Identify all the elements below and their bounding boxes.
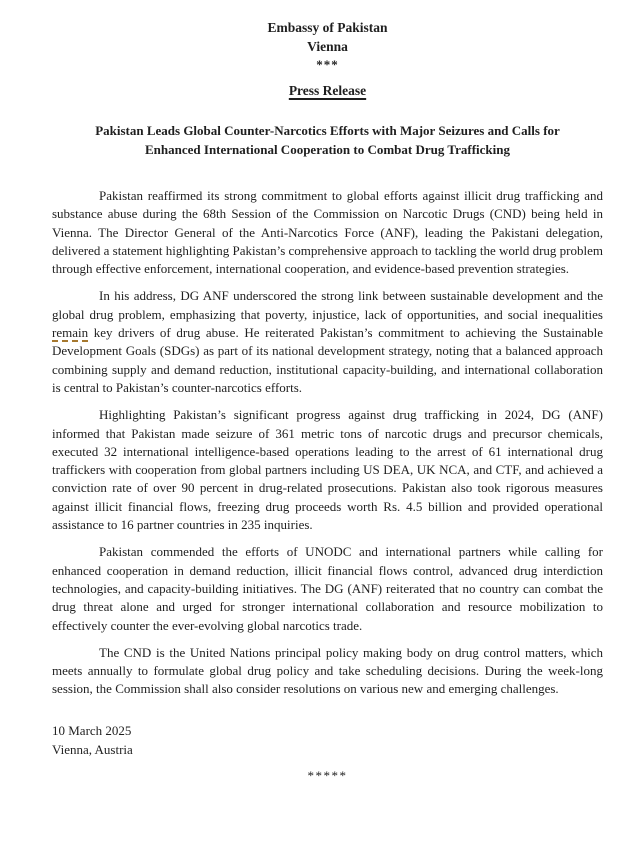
spellcheck-marked-word: remain: [52, 325, 89, 341]
paragraph-3: Highlighting Pakistan’s significant progress against drug trafficking in 2024, DG (ANF) informed that Pakistan made seizure of 361 metric tons of narcotic drugs and precursor chemicals, executed 32 international intelligence-based operations leading to the arrest of 61 international drug traffickers with cooperation from global partners including US DEA, UK NCA, and CTF, and achieved a conviction rate of over 90 percent in drug-related prosecutions. Pakistan also took rigorous measures against illicit financial flows, freezing drug proceeds worth Rs. 4.5 billion and provided operational assistance to 16 partner countries in 235 inquiries.: [52, 407, 603, 533]
document-header: [52, 18, 603, 100]
title-line-2: Enhanced International Cooperation to Combat Drug Trafficking: [145, 141, 510, 157]
header-asterisk-separator: ***: [316, 57, 339, 72]
paragraph-2-text-after: key drivers of drug abuse. He reiterated Pakistan’s commitment to achieving the Sustainable Development Goals (SDGs) as part of its national development strategy, noting that a balanced approach combining supply and demand reduction, institutional capacity-building, and international collaboration is central to Pakistan’s counter-narcotics efforts.: [52, 325, 603, 395]
end-asterisk-separator: *****: [307, 767, 348, 783]
paragraph-5: The CND is the United Nations principal policy making body on drug control matters, which meets annually to formulate global drug policy and take scheduling decisions. During the week-long session, the Commission shall also consider resolutions on various new and emerging challenges.: [52, 644, 603, 697]
paragraph-4: Pakistan commended the efforts of UNODC and international partners while calling for enhanced cooperation in demand reduction, illicit financial flows control, advanced drug interdiction technologies, and capacity-building initiatives. The DG (ANF) reiterated that no country can combat the drug threat alone and urged for stronger international collaboration and resource mobilization to effectively counter the ever-evolving global narcotics trade.: [52, 544, 603, 633]
release-date: 10 March 2025: [52, 722, 132, 738]
org-name: Embassy of Pakistan: [267, 20, 388, 35]
org-city: Vienna: [307, 39, 348, 54]
paragraph-2-text-before: In his address, DG ANF underscored the strong link between sustainable development and the global drug problem, emphasizing that poverty, injustice, lack of opportunities, and social inequalities: [52, 288, 603, 322]
document-title: [52, 122, 603, 159]
document-body: [52, 187, 603, 699]
paragraph-2: [52, 287, 603, 397]
doc-type-heading: Press Release: [288, 83, 367, 98]
title-line-1: Pakistan Leads Global Counter-Narcotics Efforts with Major Seizures and Calls for: [95, 123, 560, 138]
document-footer: [52, 721, 603, 786]
paragraph-1: Pakistan reaffirmed its strong commitment to global efforts against illicit drug trafficking and substance abuse during the 68th Session of the Commission on Narcotic Drugs (CND) being held in Vienna. The Director General of the Anti-Narcotics Force (ANF), leading the Pakistani delegation, delivered a statement highlighting Pakistan’s comprehensive approach to tackling the world drug problem through effective enforcement, international cooperation, and evidence-based prevention strategies.: [52, 188, 603, 277]
release-place: Vienna, Austria: [52, 742, 133, 758]
